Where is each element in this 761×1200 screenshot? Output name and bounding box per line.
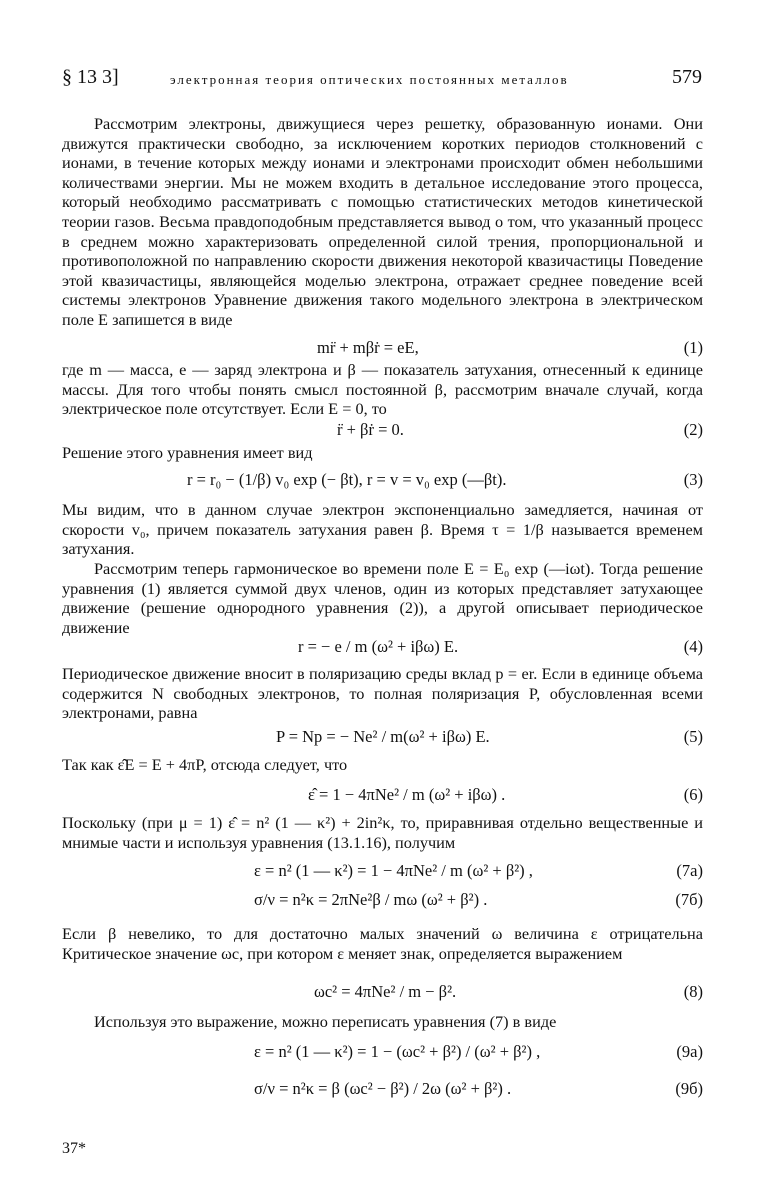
paragraph-1: Рассмотрим электроны, движущиеся через решетку, образованную ионами. Они движутся практически свободно, за исключением коротких периодов столкновений с ионами, в течение которых между ионами и электронами происходит обмен небольшими количествами энергии. Мы не можем входить в детальное исследование этого процесса, который необходимо рассматривать с помощью статистических методов кинетической теории газов. Весьма правдоподобным представляется вывод о том, что указанный процесс в среднем можно характеризовать определенной силой трения, пропорциональной и противоположной по направлению скорости движения некоторой квазичастицы Поведение этой квазичастицы, являющейся моделью электрона, отражает среднее поведение всей системы электронов Уравнение движения такого модельного электрона в электрическом поле E запишется в виде [62,114,703,329]
paragraph-6: Периодическое движение вносит в поляризацию среды вклад p = er. Если в единице объема содержится N свободных электронов, то полная поляризация P, обусловленная всеми электронами, равна [62,664,703,723]
equation-9b [62,1079,703,1105]
paragraph-9: Если β невелико, то для достаточно малых значений ω величина ε отрицательна Критическое значение ωc, при котором ε меняет знак, определяется выражением [62,924,703,963]
equation-4 [62,637,703,663]
equation-5 [62,727,703,753]
page-number: 579 [672,66,702,88]
paragraph-3: Решение этого уравнения имеет вид [62,443,313,462]
equation-5-expression: P = Np = − Ne² / m(ω² + iβω) E. [276,727,490,746]
equation-9b-number: (9б) [675,1079,703,1098]
equation-9b-expression: σ/ν = n²κ = β (ωc² − β²) / 2ω (ω² + β²) . [254,1079,512,1098]
paragraph-8: Поскольку (при μ = 1) ε̂ = n² (1 — κ²) + 2in²κ, то, приравнивая отдельно вещественные и мнимые части и используя уравнения (13.1.16), получим [62,813,703,852]
equation-8-expression: ωc² = 4πNe² / m − β². [314,982,457,1001]
equation-7a-number: (7а) [676,861,703,880]
equation-3-number: (3) [683,470,703,489]
equation-1-expression: mr̈ + mβṙ = eE, [317,338,419,357]
equation-6 [62,785,703,811]
equation-8-number: (8) [683,982,703,1001]
equation-9a-number: (9а) [676,1042,703,1061]
paragraph-10: Используя это выражение, можно переписать уравнения (7) в виде [94,1012,557,1031]
section-reference: § 13 3] [62,66,119,88]
paragraph-4: Мы видим, что в данном случае электрон экспоненциально замедляется, начиная от скорости v₀, причем показатель затухания равен β. Время τ = 1/β называется временем затухания. [62,500,703,559]
equation-2-expression: r̈ + βṙ = 0. [337,420,404,439]
equation-7b-number: (7б) [675,890,703,909]
equation-9a-expression: ε = n² (1 — κ²) = 1 − (ωc² + β²) / (ω² + β²) , [254,1042,541,1061]
equation-1-number: (1) [683,338,703,357]
equation-9a [62,1042,703,1068]
equation-7a-expression: ε = n² (1 — κ²) = 1 − 4πNe² / m (ω² + β²) , [254,861,533,880]
equation-7b [62,890,703,916]
equation-4-number: (4) [683,637,703,656]
equation-7b-expression: σ/ν = n²κ = 2πNe²β / mω (ω² + β²) . [254,890,488,909]
paragraph-2: где m — масса, e — заряд электрона и β — показатель затухания, отнесенный к единице массы. Для того чтобы понять смысл постоянной β, рассмотрим вначале случай, когда электрическое поле отсутствует. Если E = 0, то [62,360,703,419]
equation-8 [62,982,703,1008]
equation-6-expression: ε̂ = 1 − 4πNe² / m (ω² + iβω) . [308,785,506,804]
equation-2-number: (2) [683,420,703,439]
running-header [62,64,702,92]
running-title: электронная теория оптических постоянных металлов [170,72,569,87]
equation-3-expression: r = r₀ − (1/β) v₀ exp (− βt), r = v = v₀ exp (—βt). [187,470,507,489]
signature-mark: 37* [62,1140,86,1157]
equation-7a [62,861,703,887]
equation-5-number: (5) [683,727,703,746]
equation-6-number: (6) [683,785,703,804]
equation-3 [62,470,703,496]
equation-4-expression: r = − e / m (ω² + iβω) E. [298,637,459,656]
paragraph-5: Рассмотрим теперь гармоническое во времени поле E = E₀ exp (—iωt). Тогда решение уравнения (1) является суммой двух членов, один из которых представляет затухающее движение (решение однородного уравнения (2)), а другой описывает периодическое движение [62,559,703,637]
paragraph-7: Так как ε̂E = E + 4πP, отсюда следует, что [62,755,348,774]
